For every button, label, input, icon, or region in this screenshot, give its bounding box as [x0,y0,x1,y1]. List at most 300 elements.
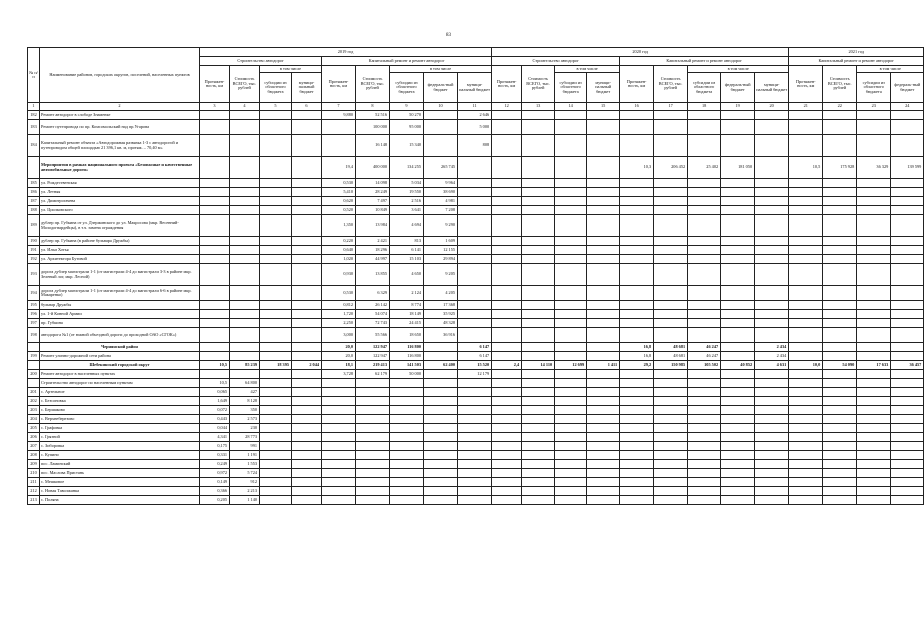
cell-col-19 [721,397,755,406]
cell-col-14 [555,478,587,487]
cell-col-21 [789,179,823,188]
cell-col-22 [823,120,857,135]
cell-col-13 [522,460,555,469]
cell-col-3 [200,264,230,286]
cell-col-5 [260,301,292,310]
cell-col-6 [292,179,322,188]
cell-col-5 [260,379,292,388]
cell-col-4: 2 213 [230,487,260,496]
cell-col-3: 10,5 [200,379,230,388]
header-subsidy: субсидии из областного бюджета [555,73,587,103]
cell-col-5 [260,451,292,460]
cell-col-14 [555,255,587,264]
row-number: 196 [28,310,40,319]
cell-col-17 [654,286,688,301]
cell-col-8: 18 296 [356,246,390,255]
cell-col-14 [555,379,587,388]
cell-col-20 [755,157,789,179]
cell-col-18: 46 247 [688,343,721,352]
cell-col-12 [492,424,522,433]
column-number: 5 [260,103,292,111]
cell-col-19 [721,487,755,496]
cell-col-15 [587,215,620,237]
column-number: 16 [620,103,654,111]
table-row [28,442,924,451]
row-number [28,343,40,352]
cell-col-20 [755,111,789,120]
cell-col-4 [230,286,260,301]
cell-col-21 [789,478,823,487]
cell-col-14 [555,442,587,451]
cell-col-22 [823,496,857,505]
column-number: 19 [721,103,755,111]
cell-col-4 [230,111,260,120]
row-number: 185 [28,179,40,188]
row-name: дорога дублер магистрали 1-1 (от магистрали 4-4 до магистрали 6-6 в районе мкр. Макаренко) [40,286,200,301]
cell-col-7 [322,120,356,135]
cell-col-23 [857,264,891,286]
cell-col-12 [492,319,522,328]
cell-col-21 [789,388,823,397]
cell-col-3 [200,246,230,255]
cell-col-13 [522,397,555,406]
cell-col-14 [555,157,587,179]
cell-col-6 [292,343,322,352]
cell-col-22 [823,237,857,246]
column-number: 23 [857,103,891,111]
cell-col-4 [230,310,260,319]
cell-col-8 [356,406,390,415]
cell-col-24 [891,188,924,197]
cell-col-11 [458,264,492,286]
row-name: Мероприятия в рамках национального проекта «Безопасные и качественные автомобильные дороги» [40,157,200,179]
cell-col-20 [755,424,789,433]
cell-col-20 [755,310,789,319]
table-row [28,415,924,424]
cell-col-8: 16 148 [356,135,390,157]
table-row [28,264,924,286]
cell-col-22 [823,397,857,406]
cell-col-16 [620,379,654,388]
table-row [28,343,924,352]
cell-col-8: 400 000 [356,157,390,179]
cell-col-24 [891,469,924,478]
cell-col-19 [721,406,755,415]
row-number: 191 [28,246,40,255]
cell-col-18: 25 402 [688,157,721,179]
column-number: 17 [654,103,688,111]
cell-col-14 [555,179,587,188]
column-number: 21 [789,103,823,111]
cell-col-18 [688,478,721,487]
cell-col-7 [322,424,356,433]
header-municipal: муници-пальный бюджет [587,73,620,103]
cell-col-10 [424,415,458,424]
cell-col-17: 48 681 [654,343,688,352]
cell-col-3: 10,5 [200,361,230,370]
cell-col-24 [891,179,924,188]
table-row [28,451,924,460]
column-number: 10 [424,103,458,111]
header-length: Протяжен-ность, км [789,66,823,103]
cell-col-4 [230,343,260,352]
cell-col-22 [823,215,857,237]
cell-col-5 [260,442,292,451]
header-build-2019: Строительство автодорог [200,57,322,66]
cell-col-16 [620,496,654,505]
cell-col-12 [492,188,522,197]
cell-col-21 [789,424,823,433]
cell-col-15: 1 411 [587,361,620,370]
cell-col-23 [857,478,891,487]
cell-col-12 [492,264,522,286]
cell-col-4 [230,120,260,135]
cell-col-10 [424,406,458,415]
cell-col-20 [755,246,789,255]
row-name: Ремонт путепровода по пр. Комсомольский над пр.Угарова [40,120,200,135]
header-length: Протяжен-ность, км [200,66,230,103]
cell-col-23 [857,406,891,415]
cell-col-21 [789,120,823,135]
table-row [28,388,924,397]
cell-col-3: 0,205 [200,496,230,505]
cell-col-9: 19 550 [390,188,424,197]
cell-col-13 [522,179,555,188]
cell-col-13 [522,415,555,424]
header-cost: Стоимость ВСЕГО, тыс. рублей [522,66,555,103]
cell-col-5 [260,370,292,379]
cell-col-4: 230 [230,424,260,433]
cell-col-14 [555,487,587,496]
cell-col-4 [230,370,260,379]
cell-col-7: 0,640 [322,246,356,255]
table-row [28,157,924,179]
cell-col-23 [857,206,891,215]
cell-col-23 [857,460,891,469]
row-name: дорога дублер магистрали 1-1 (от магистрали 4-4 до магистрали 3-3 в районе мкр. Зеленый лог, мкр. Лесной) [40,264,200,286]
cell-col-9: 15 103 [390,255,424,264]
table-row [28,469,924,478]
table-row [28,397,924,406]
cell-col-12 [492,246,522,255]
cell-col-15 [587,286,620,301]
row-number [28,379,40,388]
cell-col-10 [424,379,458,388]
row-name: пос. Маслова Пристань [40,469,200,478]
cell-col-23 [857,415,891,424]
cell-col-5 [260,246,292,255]
cell-col-12 [492,397,522,406]
cell-col-22 [823,255,857,264]
cell-col-10: 4 981 [424,197,458,206]
cell-col-6 [292,487,322,496]
cell-col-19 [721,120,755,135]
cell-col-15 [587,370,620,379]
row-number [28,157,40,179]
cell-col-11: 2 646 [458,111,492,120]
header-subsidy: субсидии из областного бюджета [260,73,292,103]
row-name: с. Мешковое [40,478,200,487]
cell-col-9: 50 270 [390,111,424,120]
cell-col-21 [789,397,823,406]
row-name: пос. Ламинский [40,460,200,469]
cell-col-14 [555,301,587,310]
cell-col-13 [522,406,555,415]
cell-col-23: 36 329 [857,157,891,179]
cell-col-5 [260,215,292,237]
cell-col-7 [322,496,356,505]
cell-col-7 [322,379,356,388]
cell-col-10: 17 368 [424,301,458,310]
cell-col-13 [522,469,555,478]
cell-col-4 [230,188,260,197]
header-year-2021: 2021 год [789,48,924,57]
row-number: 209 [28,460,40,469]
cell-col-16 [620,319,654,328]
cell-col-17 [654,120,688,135]
cell-col-13: 14 110 [522,361,555,370]
header-repair-2021: Капитальный ремонт и ремонт автодорог [789,57,924,66]
cell-col-4: 1 140 [230,496,260,505]
header-municipal: муници-пальный бюджет [292,73,322,103]
cell-col-22 [823,478,857,487]
cell-col-21 [789,301,823,310]
cell-col-5 [260,286,292,301]
cell-col-19 [721,310,755,319]
cell-col-10: 29 894 [424,255,458,264]
cell-col-22 [823,424,857,433]
cell-col-21 [789,496,823,505]
cell-col-6 [292,206,322,215]
cell-col-21 [789,433,823,442]
cell-col-15 [587,310,620,319]
cell-col-7: 19,4 [322,157,356,179]
table-row [28,370,924,379]
row-number: 188 [28,206,40,215]
cell-col-16 [620,310,654,319]
cell-col-16 [620,197,654,206]
cell-col-24 [891,215,924,237]
cell-col-18 [688,415,721,424]
cell-col-22 [823,469,857,478]
cell-col-23 [857,197,891,206]
cell-col-8 [356,487,390,496]
cell-col-6 [292,157,322,179]
cell-col-15 [587,111,620,120]
cell-col-20 [755,397,789,406]
cell-col-18 [688,310,721,319]
cell-col-24 [891,246,924,255]
cell-col-20 [755,206,789,215]
row-name: с. Артельное [40,388,200,397]
cell-col-14 [555,111,587,120]
cell-col-18 [688,406,721,415]
header-cost: Стоимость ВСЕГО, тыс. рублей [654,66,688,103]
header-repair-2020: Капитальный ремонт и ремонт автодорог [620,57,789,66]
column-number: 24 [891,103,924,111]
cell-col-20 [755,469,789,478]
cell-col-5 [260,424,292,433]
cell-col-14 [555,496,587,505]
table-row [28,179,924,188]
cell-col-16 [620,237,654,246]
cell-col-3 [200,370,230,379]
cell-col-14 [555,264,587,286]
cell-col-11 [458,301,492,310]
cell-col-15 [587,469,620,478]
cell-col-16 [620,135,654,157]
header-incl: в том числе [688,66,789,73]
cell-col-11 [458,246,492,255]
cell-col-11: 12 179 [458,370,492,379]
cell-col-5 [260,264,292,286]
cell-col-13 [522,442,555,451]
cell-col-16 [620,206,654,215]
cell-col-13 [522,255,555,264]
cell-col-20 [755,237,789,246]
row-number: 198 [28,328,40,343]
cell-col-9 [390,460,424,469]
cell-col-12 [492,179,522,188]
cell-col-17 [654,179,688,188]
column-number: 4 [230,103,260,111]
cell-col-19 [721,469,755,478]
cell-col-23 [857,451,891,460]
row-name: с. Зиборовка [40,442,200,451]
cell-col-24 [891,255,924,264]
cell-col-13 [522,388,555,397]
cell-col-18 [688,460,721,469]
cell-col-6 [292,237,322,246]
cell-col-13 [522,328,555,343]
cell-col-14 [555,406,587,415]
cell-col-4 [230,179,260,188]
cell-col-17: 150 985 [654,361,688,370]
cell-col-6 [292,379,322,388]
cell-col-11 [458,460,492,469]
cell-col-16 [620,442,654,451]
row-number: 203 [28,406,40,415]
row-name: бульвар Дружбы [40,301,200,310]
row-name: Ремонт автодорог в населенных пунктах [40,370,200,379]
cell-col-11: 808 [458,135,492,157]
cell-col-12 [492,370,522,379]
cell-col-19 [721,460,755,469]
cell-col-5 [260,179,292,188]
column-number: 15 [587,103,620,111]
cell-col-20 [755,451,789,460]
row-number: 213 [28,496,40,505]
cell-col-17 [654,246,688,255]
cell-col-15 [587,135,620,157]
row-number: 200 [28,370,40,379]
header-incl: в том числе [555,66,620,73]
cell-col-3 [200,286,230,301]
cell-col-14 [555,328,587,343]
cell-col-6 [292,406,322,415]
cell-col-4 [230,246,260,255]
cell-col-21 [789,487,823,496]
cell-col-8: 44 997 [356,255,390,264]
cell-col-19 [721,442,755,451]
cell-col-18 [688,397,721,406]
cell-col-24 [891,111,924,120]
cell-col-12 [492,415,522,424]
cell-col-17 [654,370,688,379]
cell-col-11 [458,328,492,343]
cell-col-20 [755,328,789,343]
cell-col-16 [620,406,654,415]
cell-col-24 [891,415,924,424]
cell-col-14 [555,397,587,406]
header-length: Протяжен-ность, км [492,66,522,103]
cell-col-13 [522,111,555,120]
header-federal: федераль-ный бюджет [891,73,924,103]
cell-col-18 [688,197,721,206]
cell-col-16 [620,370,654,379]
cell-col-6 [292,120,322,135]
cell-col-10: 12 155 [424,246,458,255]
cell-col-21 [789,406,823,415]
cell-col-16: 10,3 [620,157,654,179]
cell-col-12 [492,310,522,319]
cell-col-3 [200,343,230,352]
cell-col-7: 0,530 [322,286,356,301]
cell-col-15 [587,460,620,469]
cell-col-19 [721,286,755,301]
cell-col-17 [654,415,688,424]
cell-col-9 [390,397,424,406]
cell-col-5 [260,469,292,478]
cell-col-10: 38 690 [424,188,458,197]
row-name: Строительство автодорог по населенным пунктам [40,379,200,388]
header-year-2019: 2019 год [200,48,492,57]
cell-col-8: 28 249 [356,188,390,197]
row-number: 186 [28,188,40,197]
cell-col-23 [857,237,891,246]
cell-col-16 [620,246,654,255]
cell-col-11: 15 520 [458,361,492,370]
cell-col-10 [424,352,458,361]
cell-col-9: 134 255 [390,157,424,179]
table-row [28,255,924,264]
cell-col-3: 1,649 [200,397,230,406]
cell-col-9: 6 141 [390,246,424,255]
cell-col-11 [458,215,492,237]
cell-col-23 [857,370,891,379]
cell-col-5 [260,496,292,505]
cell-col-16 [620,120,654,135]
cell-col-22 [823,179,857,188]
cell-col-6 [292,424,322,433]
cell-col-3: 0,972 [200,469,230,478]
cell-col-23 [857,111,891,120]
cell-col-19 [721,255,755,264]
cell-col-22 [823,286,857,301]
cell-col-12 [492,406,522,415]
cell-col-6 [292,415,322,424]
cell-col-19 [721,197,755,206]
cell-col-7 [322,406,356,415]
cell-col-5 [260,406,292,415]
cell-col-5 [260,352,292,361]
cell-col-24 [891,496,924,505]
cell-col-16: 29,2 [620,361,654,370]
cell-col-17 [654,135,688,157]
cell-col-20 [755,388,789,397]
cell-col-6: 2 044 [292,361,322,370]
cell-col-7: 3,000 [322,328,356,343]
